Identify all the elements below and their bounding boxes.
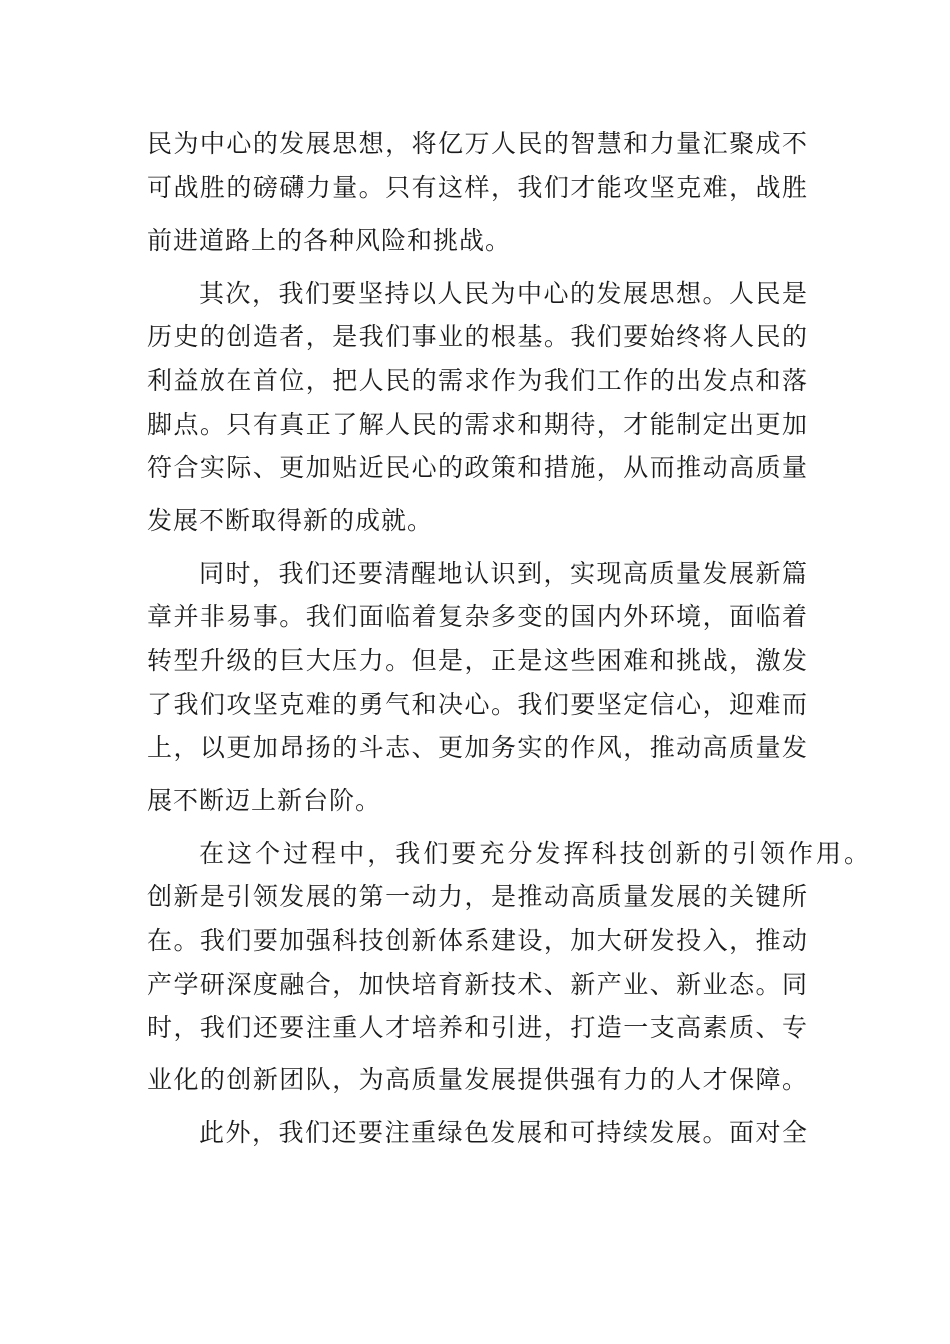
text-line: 同时，我们还要清醒地认识到，实现高质量发展新篇 — [199, 559, 807, 588]
text-line: 其次，我们要坚持以人民为中心的发展思想。人民是 — [199, 279, 807, 308]
text-line: 脚点。只有真正了解人民的需求和期待，才能制定出更加 — [147, 410, 807, 439]
text-line: 转型升级的巨大压力。但是，正是这些困难和挑战，激发 — [147, 646, 807, 675]
text-line: 发展不断取得新的成就。 — [147, 506, 434, 535]
text-line: 时，我们还要注重人才培养和引进，打造一支高素质、专 — [147, 1013, 807, 1042]
text-line: 业化的创新团队，为高质量发展提供强有力的人才保障。 — [147, 1065, 807, 1094]
text-line: 民为中心的发展思想，将亿万人民的智慧和力量汇聚成不 — [147, 129, 807, 158]
text-line: 创新是引领发展的第一动力，是推动高质量发展的关键所 — [147, 882, 807, 911]
text-line: 产学研深度融合，加快培育新技术、新产业、新业态。同 — [147, 970, 807, 999]
text-line: 在这个过程中，我们要充分发挥科技创新的引领作用。 — [199, 839, 869, 868]
text-line: 展不断迈上新台阶。 — [147, 786, 382, 815]
text-line: 可战胜的磅礴力量。只有这样，我们才能攻坚克难，战胜 — [147, 173, 807, 202]
text-line: 利益放在首位，把人民的需求作为我们工作的出发点和落 — [147, 366, 807, 395]
text-line: 章并非易事。我们面临着复杂多变的国内外环境，面临着 — [147, 602, 807, 631]
text-line: 此外，我们还要注重绿色发展和可持续发展。面对全 — [199, 1118, 807, 1147]
text-line: 在。我们要加强科技创新体系建设，加大研发投入，推动 — [147, 926, 807, 955]
text-line: 了我们攻坚克难的勇气和决心。我们要坚定信心，迎难而 — [147, 690, 807, 719]
text-line: 符合实际、更加贴近民心的政策和措施，从而推动高质量 — [147, 453, 807, 482]
text-line: 历史的创造者，是我们事业的根基。我们要始终将人民的 — [147, 322, 807, 351]
text-line: 前进道路上的各种风险和挑战。 — [147, 226, 512, 255]
text-line: 上，以更加昂扬的斗志、更加务实的作风，推动高质量发 — [147, 733, 807, 762]
